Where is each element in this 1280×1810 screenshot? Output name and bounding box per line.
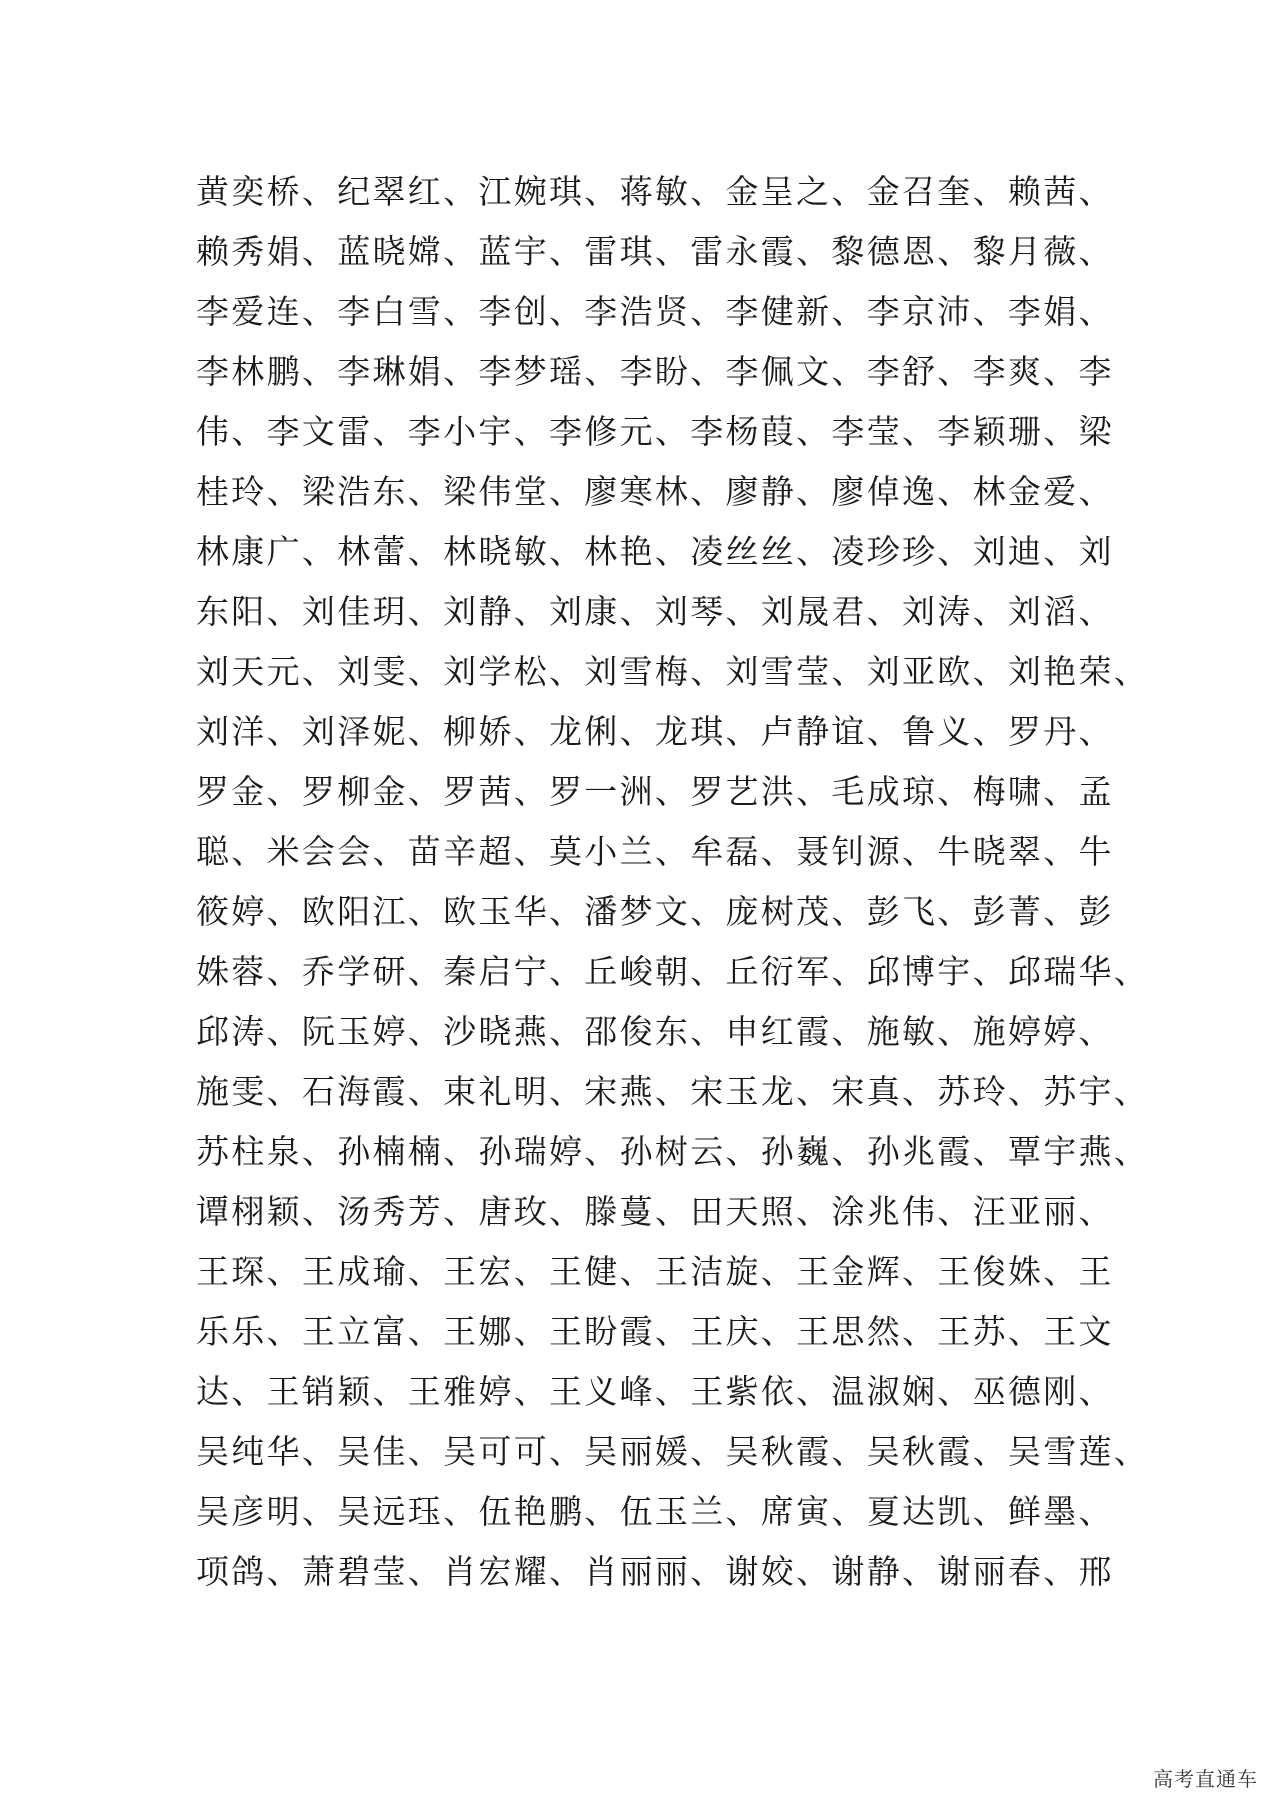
name-line: 达、王销颖、王雅婷、王义峰、王紫依、温淑娴、巫德刚、 <box>196 1372 1114 1411</box>
name-line: 伟、李文雷、李小宇、李修元、李杨葭、李莹、李颖珊、梁 <box>196 412 1114 451</box>
name-line: 谭栩颖、汤秀芳、唐玫、滕蔓、田天照、涂兆伟、汪亚丽、 <box>196 1192 1114 1231</box>
name-line: 黄奕桥、纪翠红、江婉琪、蒋敏、金呈之、金召奎、赖茜、 <box>196 172 1114 211</box>
name-line: 王琛、王成瑜、王宏、王健、王洁旋、王金辉、王俊姝、王 <box>196 1252 1114 1291</box>
name-line: 吴纯华、吴佳、吴可可、吴丽媛、吴秋霞、吴秋霞、吴雪莲、 <box>196 1432 1150 1471</box>
watermark-text: 高考直通车 <box>1153 1767 1258 1791</box>
name-line: 姝蓉、乔学研、秦启宁、丘峻朝、丘衍军、邱博宇、邱瑞华、 <box>196 952 1150 991</box>
name-line: 筱婷、欧阳江、欧玉华、潘梦文、庞树茂、彭飞、彭菁、彭 <box>196 892 1114 931</box>
name-line: 李爱连、李白雪、李创、李浩贤、李健新、李京沛、李娟、 <box>196 292 1114 331</box>
name-line: 桂玲、梁浩东、梁伟堂、廖寒林、廖静、廖倬逸、林金爱、 <box>196 472 1114 511</box>
name-line: 刘洋、刘泽妮、柳娇、龙俐、龙琪、卢静谊、鲁义、罗丹、 <box>196 712 1114 751</box>
name-line: 东阳、刘佳玥、刘静、刘康、刘琴、刘晟君、刘涛、刘滔、 <box>196 592 1114 631</box>
name-line: 吴彦明、吴远珏、伍艳鹏、伍玉兰、席寅、夏达凯、鲜墨、 <box>196 1492 1114 1531</box>
name-line: 邱涛、阮玉婷、沙晓燕、邵俊东、申红霞、施敏、施婷婷、 <box>196 1012 1114 1051</box>
name-line: 项鸽、萧碧莹、肖宏耀、肖丽丽、谢姣、谢静、谢丽春、邢 <box>196 1552 1114 1591</box>
name-line: 刘天元、刘雯、刘学松、刘雪梅、刘雪莹、刘亚欧、刘艳荣、 <box>196 652 1150 691</box>
name-line: 苏柱泉、孙楠楠、孙瑞婷、孙树云、孙巍、孙兆霞、覃宇燕、 <box>196 1132 1150 1171</box>
name-line: 赖秀娟、蓝晓嫦、蓝宇、雷琪、雷永霞、黎德恩、黎月薇、 <box>196 232 1114 271</box>
name-line: 聪、米会会、苗辛超、莫小兰、牟磊、聂钊源、牛晓翠、牛 <box>196 832 1114 871</box>
name-line: 施雯、石海霞、束礼明、宋燕、宋玉龙、宋真、苏玲、苏宇、 <box>196 1072 1150 1111</box>
name-line: 罗金、罗柳金、罗茜、罗一洲、罗艺洪、毛成琼、梅啸、孟 <box>196 772 1114 811</box>
name-line: 乐乐、王立富、王娜、王盼霞、王庆、王思然、王苏、王文 <box>196 1312 1114 1351</box>
name-list <box>196 162 1150 1602</box>
name-line: 李林鹏、李琳娟、李梦瑶、李盼、李佩文、李舒、李爽、李 <box>196 352 1114 391</box>
name-line: 林康广、林蕾、林晓敏、林艳、凌丝丝、凌珍珍、刘迪、刘 <box>196 532 1114 571</box>
